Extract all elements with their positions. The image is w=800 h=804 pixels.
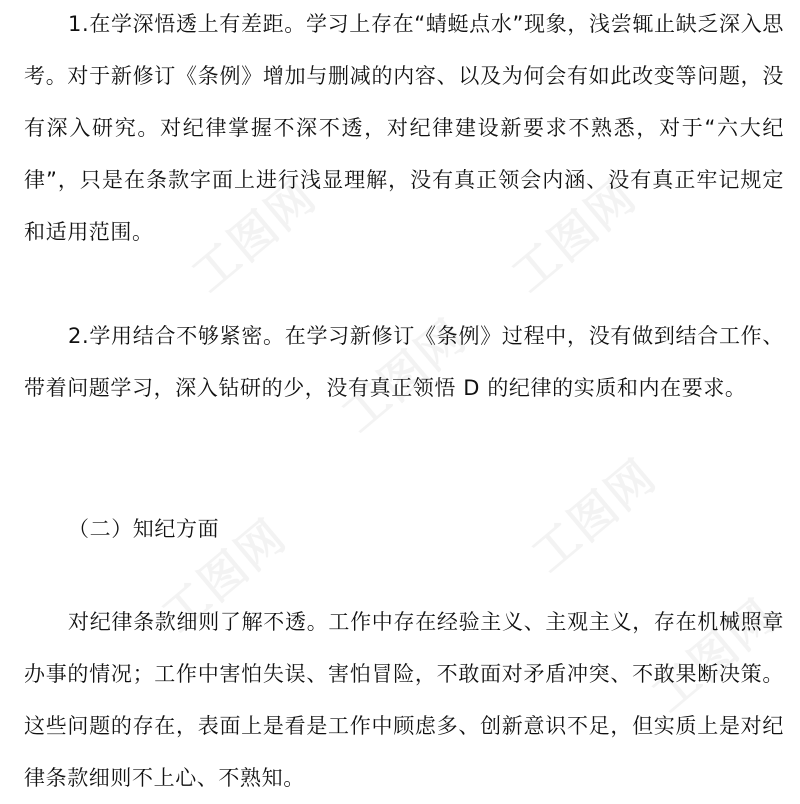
section-heading: （二）知纪方面	[68, 517, 220, 541]
paragraph-2: 2.学用结合不够紧密。在学习新修订《条例》过程中，没有做到结合工作、带着问题学习，深入钻研的少，没有真正领悟 D 的纪律的实质和内在要求。	[24, 324, 784, 400]
paragraph-1: 1.在学深悟透上有差距。学习上存在“蜻蜓点水”现象，浅尝辄止缺乏深入思考。对于新修订《条例》增加与删减的内容、以及为何会有如此改变等问题，没有深入研究。对纪律掌握不深不透，对纪律建设新要求不熟悉，对于“六大纪律”，只是在条款字面上进行浅显理解，没有真正领会内涵、没有真正牢记规定和适用范围。	[24, 12, 784, 244]
paragraph-3: 对纪律条款细则了解不透。工作中存在经验主义、主观主义，存在机械照章办事的情况；工作中害怕失误、害怕冒险，不敢面对矛盾冲突、不敢果断决策。这些问题的存在，表面上是看是工作中顾虑多、创新意识不足，但实质上是对纪律条款细则不上心、不熟知。	[24, 610, 784, 790]
